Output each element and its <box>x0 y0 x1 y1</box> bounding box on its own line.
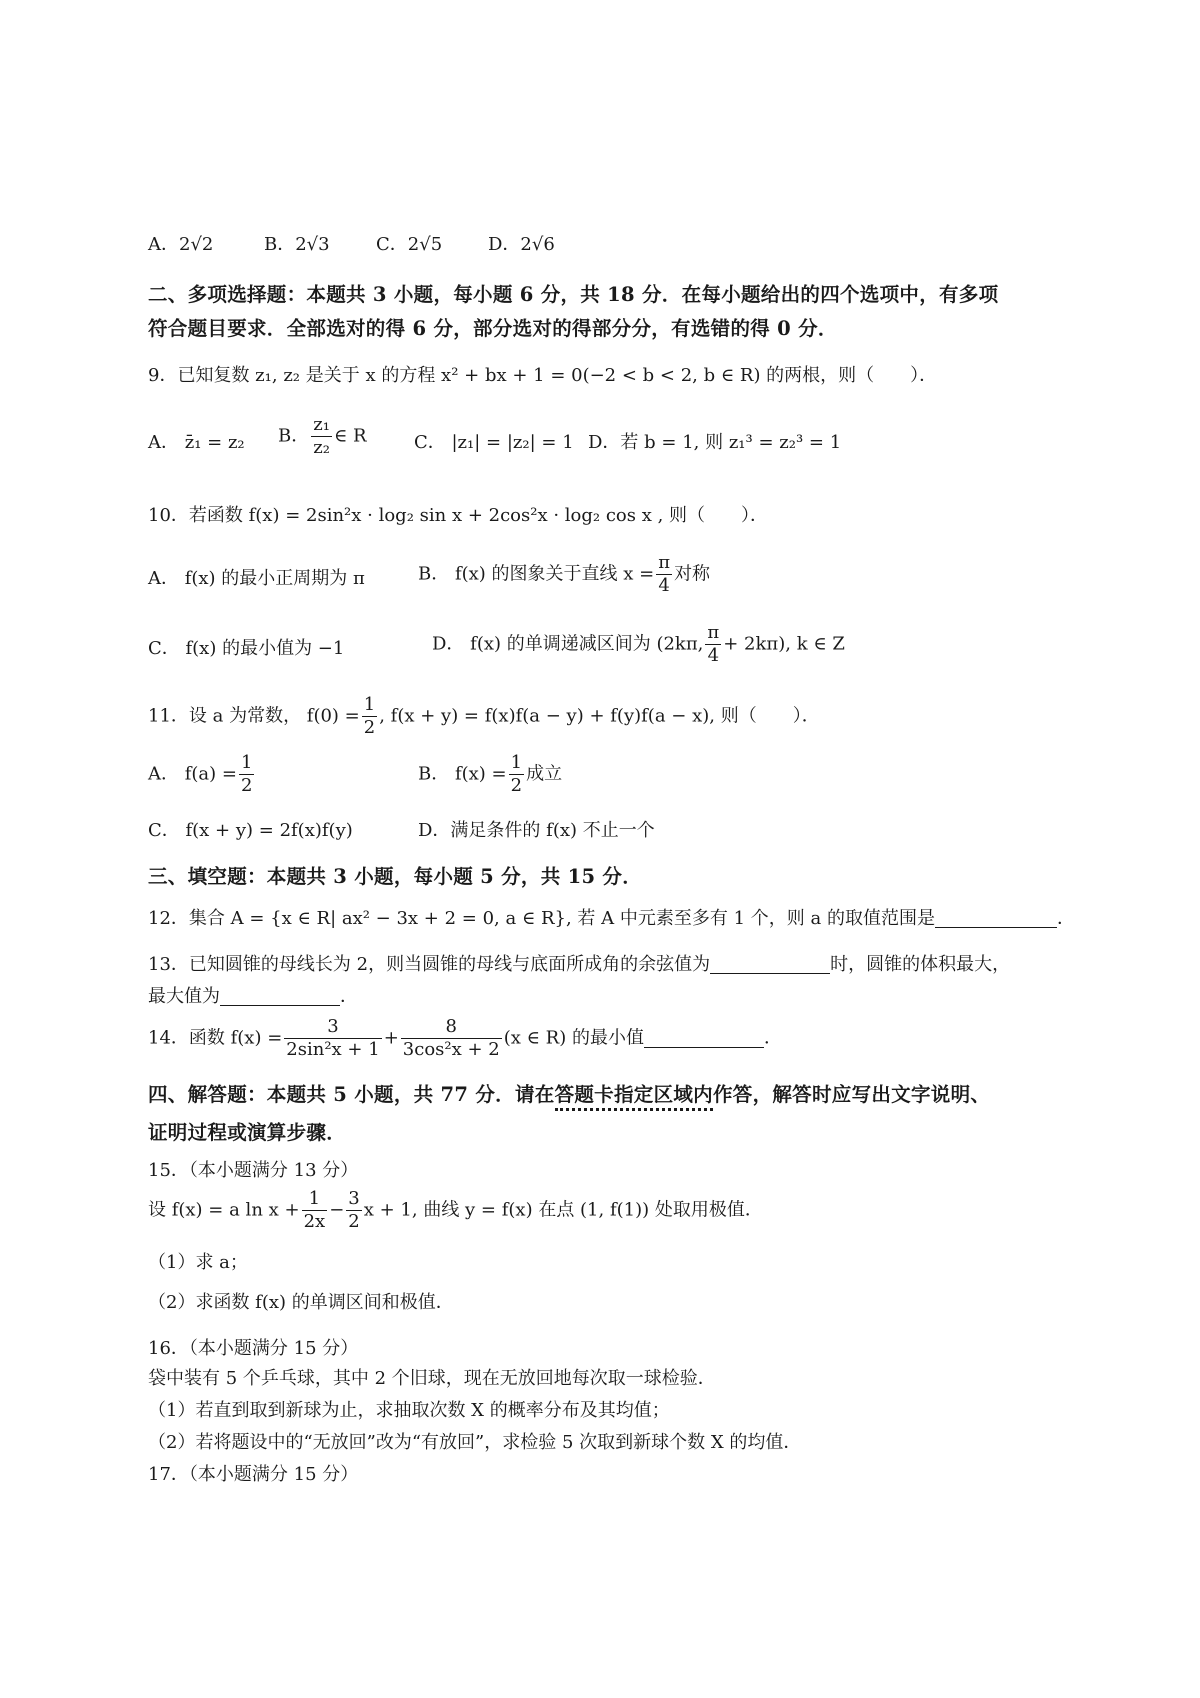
q16-part2: （2）若将题设中的“无放回”改为“有放回”，求检验 5 次取到新球个数 X 的均值． <box>148 1432 802 1453</box>
q12-answer-blank <box>935 907 1057 928</box>
denominator: 4 <box>658 575 670 596</box>
denominator: 2sin²x + 1 <box>286 1039 380 1060</box>
q9-option-b <box>278 414 367 459</box>
q14-answer-blank <box>644 1027 764 1048</box>
denominator: 2 <box>240 775 253 796</box>
q8-option-d: D．2√6 <box>488 234 555 255</box>
q10-option-d-prefix: D． f(x) 的单调递减区间为 (2kπ, <box>432 633 704 655</box>
section3-heading: 三、填空题：本题共 3 小题，每小题 5 分，共 15 分． <box>148 865 643 888</box>
q11-option-a <box>148 752 256 797</box>
fraction <box>311 414 332 459</box>
q11-option-b <box>418 752 562 797</box>
numerator: 1 <box>510 752 523 773</box>
fraction <box>656 552 672 597</box>
numerator: 3 <box>348 1188 360 1209</box>
minus-sign: − <box>329 1199 345 1221</box>
plus-sign: + <box>383 1027 399 1049</box>
q10-option-b-prefix: B． f(x) 的图象关于直线 x = <box>418 563 655 585</box>
q13-text1: 13．已知圆锥的母线长为 2，则当圆锥的母线与底面所成角的余弦值为 <box>148 954 711 975</box>
numerator: z₁ <box>313 414 330 435</box>
q15-stem-prefix: 设 f(x) = a ln x + <box>148 1199 300 1221</box>
numerator: π <box>707 622 720 643</box>
q9-option-b-prefix: B． <box>278 425 310 447</box>
q13-text1-end: 时，圆锥的体积最大， <box>830 954 1011 975</box>
denominator: 2 <box>510 775 523 796</box>
q15-stem-suffix: x + 1, 曲线 y = f(x) 在点 (1, f(1)) 处取用极值． <box>363 1199 763 1221</box>
section4-text-b: 作答，解答时应写出文字说明、 <box>712 1083 991 1106</box>
q16-part1: （1）若直到取到新球为止，求抽取次数 X 的概率分布及其均值； <box>148 1400 670 1421</box>
q13-answer-blank1 <box>710 953 830 974</box>
section4-heading-line1 <box>148 1082 990 1108</box>
numerator: 1 <box>240 752 253 773</box>
q11-stem-suffix: , f(x + y) = f(x)f(a − y) + f(y)f(a − x), 则（ ）． <box>379 705 820 727</box>
q14-stem <box>148 1016 782 1061</box>
denominator: 2 <box>348 1211 360 1232</box>
q15-stem <box>148 1188 763 1233</box>
q11-option-b-suffix: 成立 <box>526 763 563 785</box>
q10-stem: 10．若函数 f(x) = 2sin²x · log₂ sin x + 2cos²x · log₂ cos x , 则（ ）． <box>148 505 769 526</box>
q9-option-b-suffix: ∈ R <box>333 425 367 447</box>
section4-heading-line2: 证明过程或演算步骤． <box>148 1121 347 1144</box>
numerator: 8 <box>401 1016 502 1039</box>
q10-option-b <box>418 552 710 597</box>
q9-stem: 9．已知复数 z₁, z₂ 是关于 x 的方程 x² + bx + 1 = 0(−2 < b < 2, b ∈ R) 的两根，则（ ）． <box>148 365 938 386</box>
q11-option-b-prefix: B． f(x) = <box>418 763 507 785</box>
q11-option-c: C． f(x + y) = 2f(x)f(y) <box>148 820 353 841</box>
q14-end: ． <box>763 1027 782 1049</box>
q13-answer-blank2 <box>220 985 340 1006</box>
q8-option-a: A．2√2 <box>148 234 214 255</box>
denominator: 2x <box>303 1211 326 1232</box>
denominator: z₂ <box>313 437 330 458</box>
q11-stem-prefix: 11．设 a 为常数， f(0) = <box>148 705 360 727</box>
q15-part2: （2）求函数 f(x) 的单调区间和极值． <box>148 1292 454 1313</box>
section2-heading-line2: 符合题目要求．全部选对的得 6 分，部分选对的得部分分，有选错的得 0 分． <box>148 317 838 340</box>
q10-option-b-suffix: 对称 <box>674 563 711 585</box>
q17-header: 17．（本小题满分 15 分） <box>148 1464 359 1485</box>
q12-end: ． <box>1056 908 1075 929</box>
q10-option-a: A． f(x) 的最小正周期为 π <box>148 568 365 589</box>
denominator: 4 <box>707 645 720 666</box>
numerator: 1 <box>363 694 376 715</box>
q12-stem <box>148 906 1075 932</box>
fraction <box>509 752 524 797</box>
q11-option-d: D．满足条件的 f(x) 不止一个 <box>418 820 655 841</box>
q15-header: 15．（本小题满分 13 分） <box>148 1160 359 1181</box>
q8-option-b: B．2√3 <box>264 234 330 255</box>
fraction-1 <box>284 1016 381 1061</box>
q13-line2 <box>148 984 358 1010</box>
fraction-2 <box>346 1188 361 1233</box>
q12-text: 12．集合 A = {x ∈ R| ax² − 3x + 2 = 0, a ∈ R}, 若 A 中元素至多有 1 个，则 a 的取值范围是 <box>148 908 935 929</box>
fraction <box>705 622 721 667</box>
q13-line1 <box>148 952 1010 978</box>
fraction <box>362 694 377 739</box>
q14-prefix: 14．函数 f(x) = <box>148 1027 283 1049</box>
q14-suffix: (x ∈ R) 的最小值 <box>503 1027 644 1049</box>
numerator: 1 <box>302 1188 328 1211</box>
q16-header: 16．（本小题满分 15 分） <box>148 1338 359 1359</box>
fraction-1 <box>302 1188 328 1233</box>
q15-part1: （1）求 a； <box>148 1252 248 1273</box>
section4-emphasis: 答题卡指定区域内 <box>555 1083 713 1111</box>
q10-option-c: C． f(x) 的最小值为 −1 <box>148 638 345 659</box>
q11-stem <box>148 694 820 739</box>
fraction-2 <box>401 1016 502 1061</box>
denominator: 3cos²x + 2 <box>402 1039 500 1060</box>
q13-text2-end: ． <box>340 986 358 1007</box>
fraction <box>239 752 254 797</box>
q10-option-d <box>432 622 845 667</box>
numerator: 3 <box>284 1016 381 1039</box>
section2-heading-line1: 二、多项选择题：本题共 3 小题，每小题 6 分，共 18 分．在每小题给出的四个选项中，有多项 <box>148 283 999 306</box>
section4-text-a: 四、解答题：本题共 5 小题，共 77 分．请在 <box>148 1083 555 1106</box>
q9-option-c: C． |z₁| = |z₂| = 1 <box>414 432 574 453</box>
q9-option-d: D．若 b = 1, 则 z₁³ = z₂³ = 1 <box>588 432 842 453</box>
denominator: 2 <box>363 717 376 738</box>
q13-text2: 最大值为 <box>148 986 220 1007</box>
q16-stem: 袋中装有 5 个乒乓球，其中 2 个旧球，现在无放回地每次取一球检验． <box>148 1368 716 1389</box>
q8-option-c: C．2√5 <box>376 234 443 255</box>
q10-option-d-suffix: + 2kπ), k ∈ Z <box>723 633 845 655</box>
numerator: π <box>658 552 671 573</box>
q9-option-a: A． z̄₁ = z₂ <box>148 432 245 453</box>
q11-option-a-prefix: A． f(a) = <box>148 763 237 785</box>
